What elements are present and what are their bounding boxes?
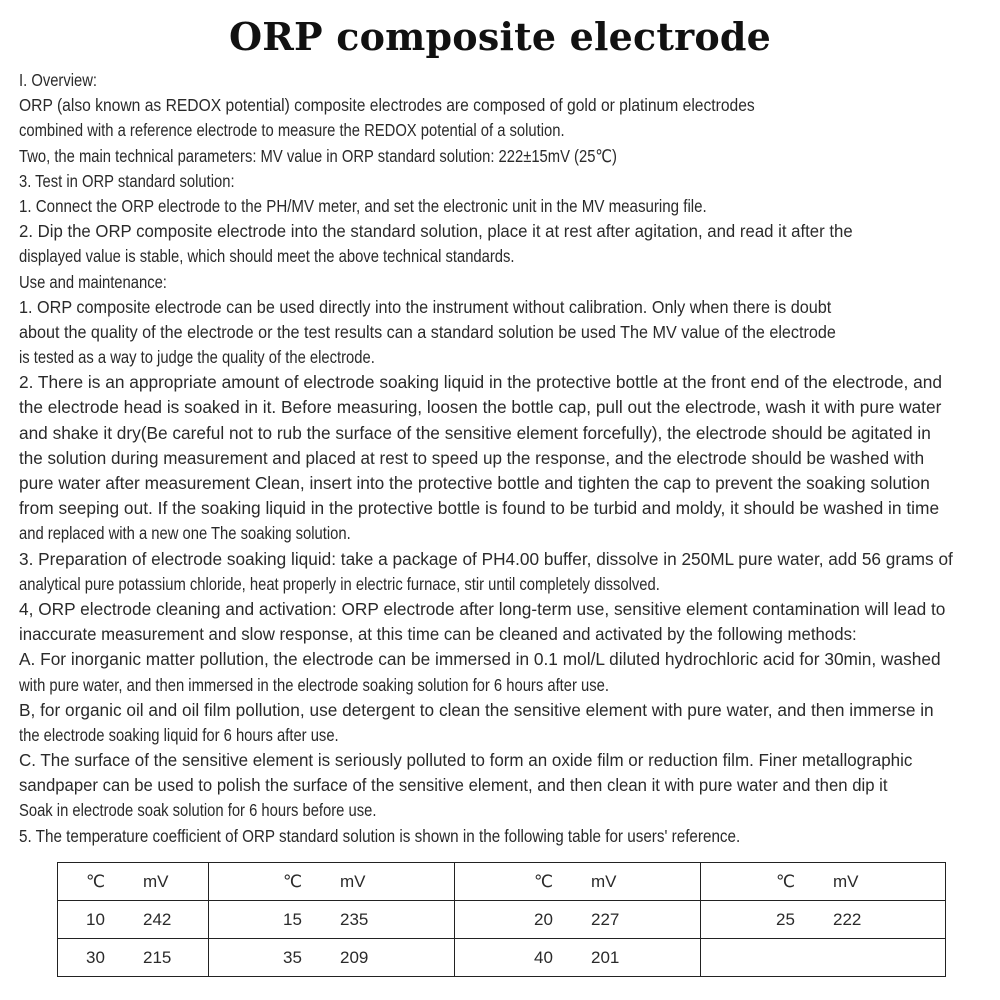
mv-value: 235: [340, 909, 369, 929]
table-row: [58, 901, 946, 939]
mv-value: 227: [591, 909, 620, 929]
text-line: 4, ORP electrode cleaning and activation: ORP electrode after long-term use, sensitive element contamination will lead to: [19, 598, 946, 619]
temperature-value: 35: [283, 947, 302, 967]
mv-value: 209: [340, 947, 369, 967]
mv-value: 201: [591, 947, 620, 967]
table-cell: [701, 939, 946, 977]
cell-content: [209, 910, 454, 930]
text-line: Two, the main technical parameters: MV value in ORP standard solution: 222±15mV (25℃): [19, 145, 617, 166]
table-cell: [455, 901, 701, 939]
temperature-value: 20: [534, 909, 553, 929]
table-cell: [209, 901, 455, 939]
cell-content: [701, 910, 945, 930]
table-row: [58, 939, 946, 977]
text-line: and replaced with a new one The soaking solution.: [19, 523, 351, 544]
text-line: analytical pure potassium chloride, heat properly in electric furnace, stir until completely dissolved.: [19, 573, 660, 594]
column-header-temperature: ℃: [86, 871, 106, 891]
text-line: 3. Preparation of electrode soaking liquid: take a package of PH4.00 buffer, dissolve in 250ML pure water, add 56 grams of: [19, 548, 953, 569]
text-line: displayed value is stable, which should meet the above technical standards.: [19, 246, 515, 267]
mv-value: 242: [143, 909, 172, 929]
text-line: is tested as a way to judge the quality of the electrode.: [19, 347, 375, 368]
cell-content: [455, 872, 700, 892]
text-line: ORP (also known as REDOX potential) composite electrodes are composed of gold or platinum electrodes: [19, 95, 755, 116]
cell-content: [209, 872, 454, 892]
text-line: C. The surface of the sensitive element is seriously polluted to form an oxide film or reduction film. Finer metallographic: [19, 750, 913, 771]
text-line: Soak in electrode soak solution for 6 hours before use.: [19, 800, 377, 821]
text-line: the solution during measurement and placed at rest to speed up the response, and the electrode should be washed with: [19, 447, 925, 468]
table-cell: [701, 901, 946, 939]
column-header-temperature: ℃: [283, 871, 303, 891]
table-header-row: [58, 863, 946, 901]
cell-content: [455, 948, 700, 968]
table-cell: [58, 939, 209, 977]
table-cell: [58, 863, 209, 901]
column-header-mv: mV: [340, 871, 366, 891]
cell-content: [455, 910, 700, 930]
column-header-mv: mV: [591, 871, 617, 891]
text-line: sandpaper can be used to polish the surface of the sensitive element, and then clean it with pure water and then dip it: [19, 775, 888, 796]
temperature-value: 40: [534, 947, 553, 967]
temperature-value: 30: [86, 947, 105, 967]
temperature-value: 25: [776, 909, 795, 929]
table-cell: [209, 939, 455, 977]
text-line: 5. The temperature coefficient of ORP standard solution is shown in the following table for users' reference.: [19, 825, 741, 846]
mv-value: 215: [143, 947, 172, 967]
text-line: B, for organic oil and oil film pollution, use detergent to clean the sensitive element with pure water, and then immerse in: [19, 699, 934, 720]
column-header-temperature: ℃: [776, 871, 796, 891]
document-body: [19, 68, 989, 849]
page-title: ORP composite electrode: [228, 14, 772, 59]
text-line: with pure water, and then immersed in the electrode soaking solution for 6 hours after use.: [19, 674, 609, 695]
text-line: 2. There is an appropriate amount of electrode soaking liquid in the protective bottle at the front end of the electrode, and: [19, 372, 942, 393]
temperature-value: 15: [283, 909, 302, 929]
text-line: A. For inorganic matter pollution, the electrode can be immersed in 0.1 mol/L diluted hydrochloric acid for 30min, washed: [19, 649, 941, 670]
text-line: from seeping out. If the soaking liquid in the protective bottle is found to be turbid and moldy, it should be washed in time: [19, 498, 940, 519]
temperature-coefficient-table: [57, 862, 946, 977]
mv-value: 222: [833, 909, 862, 929]
text-line: about the quality of the electrode or the test results can a standard solution be used The MV value of the electrode: [19, 321, 836, 342]
text-line: the electrode head is soaked in it. Before measuring, loosen the bottle cap, pull out the electrode, wash it with pure water: [19, 397, 942, 418]
text-line: 1. ORP composite electrode can be used directly into the instrument without calibration. Only when there is doubt: [19, 296, 832, 317]
table-cell: [209, 863, 455, 901]
text-line: the electrode soaking liquid for 6 hours after use.: [19, 724, 339, 745]
cell-content: [58, 948, 208, 968]
text-line: combined with a reference electrode to measure the REDOX potential of a solution.: [19, 120, 565, 141]
table-cell: [455, 939, 701, 977]
column-header-mv: mV: [833, 871, 859, 891]
text-line: 2. Dip the ORP composite electrode into the standard solution, place it at rest after agitation, and read it after the: [19, 221, 853, 242]
table-cell: [58, 901, 209, 939]
text-line: inaccurate measurement and slow response, at this time can be cleaned and activated by the following methods:: [19, 624, 857, 645]
cell-content: [58, 872, 208, 892]
cell-content: [701, 872, 945, 892]
text-line: 1. Connect the ORP electrode to the PH/MV meter, and set the electronic unit in the MV measuring file.: [19, 195, 707, 216]
text-line: Use and maintenance:: [19, 271, 167, 292]
cell-content: [209, 948, 454, 968]
column-header-temperature: ℃: [534, 871, 554, 891]
column-header-mv: mV: [143, 871, 169, 891]
temperature-value: 10: [86, 909, 105, 929]
text-line: 3. Test in ORP standard solution:: [19, 170, 235, 191]
table-cell: [701, 863, 946, 901]
text-line: I. Overview:: [19, 70, 98, 90]
table-cell: [455, 863, 701, 901]
cell-content: [58, 910, 208, 930]
text-line: pure water after measurement Clean, insert into the protective bottle and tighten the cap to prevent the soaking solution: [19, 473, 930, 493]
text-line: and shake it dry(Be careful not to rub the surface of the sensitive element forcefully), the electrode should be agitated in: [19, 422, 931, 443]
